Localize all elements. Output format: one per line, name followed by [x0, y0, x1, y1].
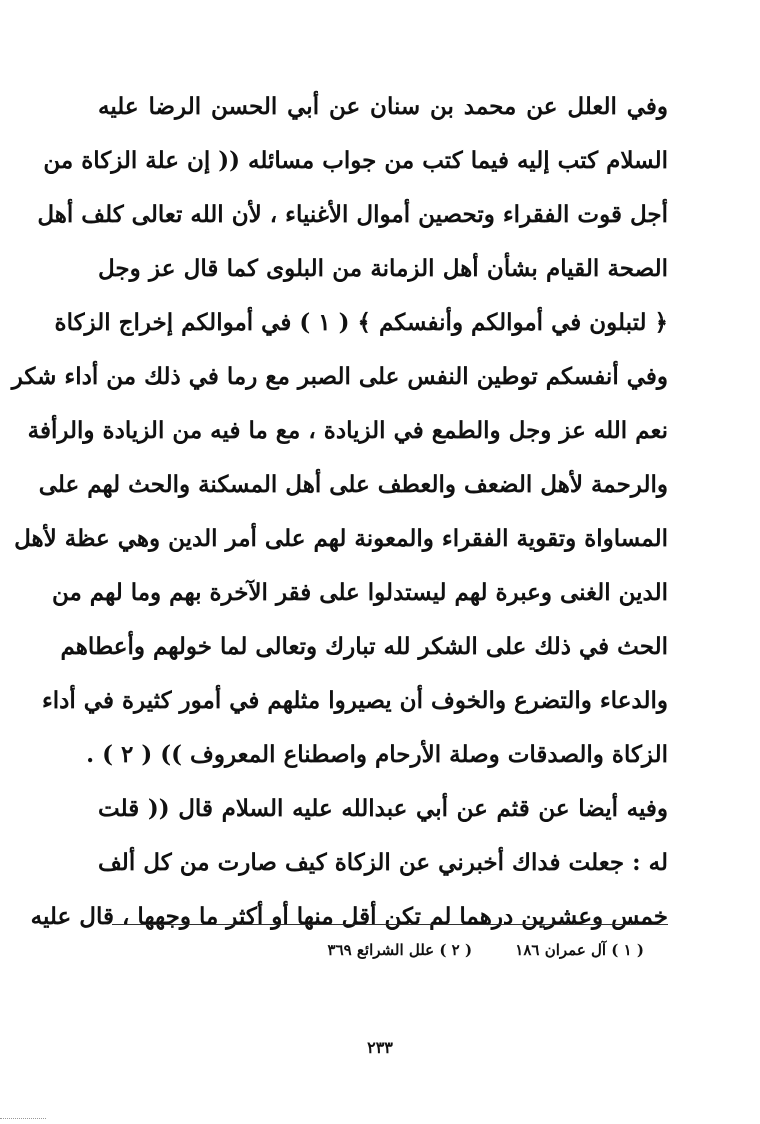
footnote-separator: [112, 924, 668, 925]
text-line-7: نعم الله عز وجل والطمع في الزيادة ، مع ما فيه من الزيادة والرأفة: [27, 417, 668, 444]
text-line-11: الحث في ذلك على الشكر لله تبارك وتعالى لما خولهم وأعطاهم: [60, 633, 668, 660]
text-line-4: الصحة القيام بشأن أهل الزمانة من البلوى كما قال عز وجل: [98, 255, 668, 282]
text-line-3: أجل قوت الفقراء وتحصين أموال الأغنياء ، لأن الله تعالى كلف أهل: [37, 201, 668, 228]
text-line-6: وفي أنفسكم توطين النفس على الصبر مع رما في ذلك من أداء شكر: [11, 363, 668, 390]
scan-edge-mark: [0, 1118, 46, 1119]
text-line-13: الزكاة والصدقات وصلة الأرحام واصطناع المعروف )) ( ٢ ) .: [86, 741, 668, 768]
text-line-1: وفي العلل عن محمد بن سنان عن أبي الحسن الرضا عليه: [98, 93, 668, 120]
footnote-1: ( ١ ) آل عمران ١٨٦: [515, 941, 644, 959]
text-line-8: والرحمة لأهل الضعف والعطف على أهل المسكنة والحث لهم على: [38, 471, 668, 498]
footnote-2: ( ٢ ) علل الشرائع ٣٦٩: [327, 941, 473, 959]
text-line-5: ﴿ لتبلون في أموالكم وأنفسكم ﴾ ( ١ ) في أموالكم إخراج الزكاة: [54, 309, 668, 336]
body-text: [11, 80, 668, 944]
text-line-2: السلام كتب إليه فيما كتب من جواب مسائله (( إن علة الزكاة من: [43, 147, 668, 174]
text-line-10: الدين الغنى وعبرة لهم ليستدلوا على فقر الآخرة بهم وما لهم من: [51, 579, 668, 606]
text-line-15: له : جعلت فداك أخبرني عن الزكاة كيف صارت من كل ألف: [98, 849, 668, 876]
page-number: ٢٣٣: [367, 1038, 393, 1057]
text-line-16: خمس وعشرين درهما لم تكن أقل منها أو أكثر ما وجهها ، قال عليه: [30, 903, 668, 930]
footnotes: [112, 938, 644, 962]
text-line-9: المساواة وتقوية الفقراء والمعونة لهم على أمر الدين وهي عظة لأهل: [14, 525, 668, 552]
text-line-12: والدعاء والتضرع والخوف أن يصيروا مثلهم في أمور كثيرة في أداء: [41, 687, 668, 714]
text-line-14: وفيه أيضا عن قثم عن أبي عبدالله عليه السلام قال (( قلت: [98, 795, 668, 822]
